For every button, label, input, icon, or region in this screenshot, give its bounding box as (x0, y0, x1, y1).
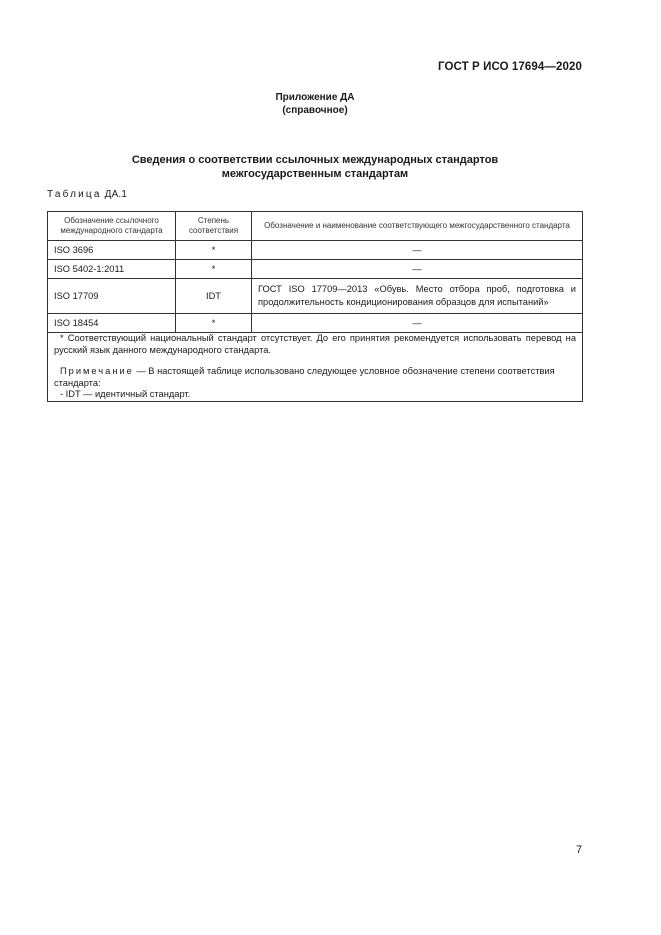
table-caption-number: ДА.1 (104, 189, 128, 200)
document-code: ГОСТ Р ИСО 17694—2020 (437, 61, 582, 73)
table-footnote: * Соответствующий национальный стандарт отсутствует. До его принятия рекомендуется использовать перевод на русский язык данного международного стандарта. (54, 333, 576, 355)
appendix-heading (0, 91, 630, 117)
table-header-row (48, 212, 583, 241)
table-caption (47, 189, 127, 200)
page-number: 7 (576, 844, 583, 856)
note-label: Примечание (60, 366, 134, 376)
table-row (48, 279, 583, 314)
appendix-title: Приложение ДА (275, 92, 355, 103)
cell-standard: — (252, 260, 583, 279)
cell-ref: ISO 18454 (48, 314, 176, 333)
correspondence-table (47, 211, 583, 402)
appendix-subtitle: (справочное) (282, 105, 348, 116)
table-row (48, 314, 583, 333)
cell-standard: — (252, 314, 583, 333)
cell-degree: IDT (176, 279, 252, 314)
section-title-line1: Сведения о соответствии ссылочных международных стандартов (131, 154, 499, 166)
table-note (54, 366, 576, 389)
cell-ref: ISO 3696 (48, 241, 176, 260)
header-degree: Степень соответствия (176, 212, 252, 241)
cell-ref: ISO 5402-1:2011 (48, 260, 176, 279)
table-row (48, 260, 583, 279)
cell-degree: * (176, 314, 252, 333)
cell-standard: ГОСТ ISO 17709—2013 «Обувь. Место отбора проб, подготовка и продолжительность кондиционирования образцов для испытаний» (252, 279, 583, 314)
cell-degree: * (176, 260, 252, 279)
cell-standard: — (252, 241, 583, 260)
cell-degree: * (176, 241, 252, 260)
cell-ref: ISO 17709 (48, 279, 176, 314)
section-title-line2: межгосударственным стандартам (221, 168, 409, 180)
header-interstate-standard: Обозначение и наименование соответствующего межгосударственного стандарта (252, 212, 583, 241)
section-title (0, 153, 630, 181)
table-notes (48, 333, 583, 402)
table-caption-label: Таблица (47, 189, 102, 200)
note-item: - IDT — идентичный стандарт. (60, 389, 191, 399)
table-notes-row (48, 333, 583, 402)
header-ref-standard: Обозначение ссылочного международного стандарта (48, 212, 176, 241)
note-text: — В настоящей таблице использовано следующее условное обозначение степени соответствия стандарта: (54, 366, 555, 388)
table-row (48, 241, 583, 260)
